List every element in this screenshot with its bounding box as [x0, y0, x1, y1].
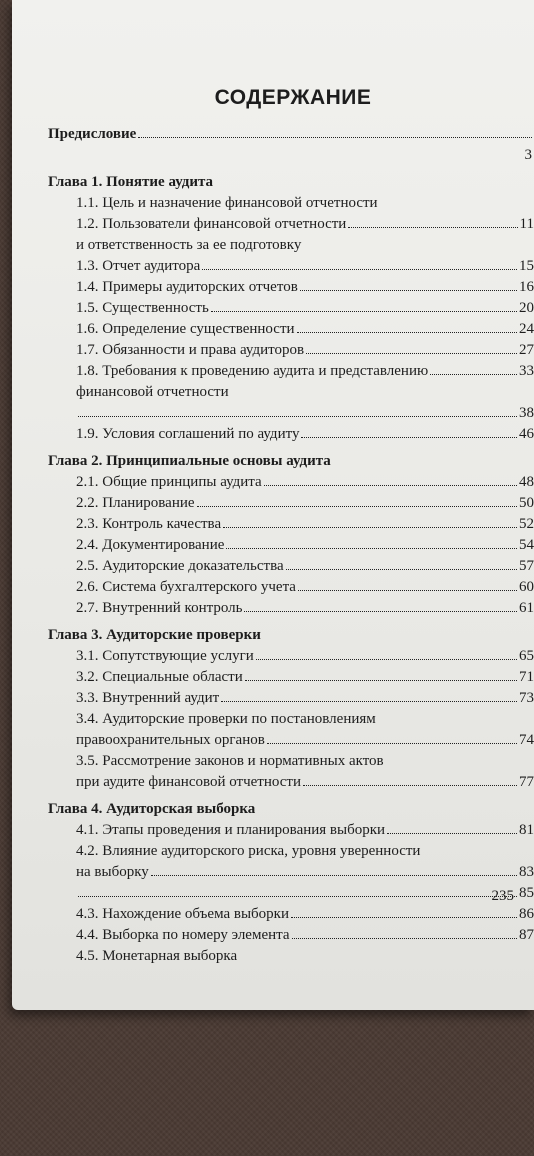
- toc-entry: [48, 340, 534, 361]
- entry-page: 20: [519, 300, 534, 316]
- entry-title: 1.3. Отчет аудитора: [76, 258, 201, 274]
- entry-page: 54: [519, 537, 534, 553]
- entry-page: 48: [519, 474, 534, 490]
- toc-title: СОДЕРЖАНИЕ: [214, 86, 372, 109]
- dot-leader: [348, 227, 517, 228]
- entry-title: 3.2. Специальные области: [76, 669, 243, 685]
- dot-leader: [264, 485, 517, 486]
- toc-entry: [48, 598, 534, 619]
- entry-page: 24: [519, 321, 534, 337]
- entry-title: 2.2. Планирование: [76, 495, 195, 511]
- entry-title: 1.1. Цель и назначение финансовой отчетности: [76, 195, 378, 211]
- entry-title: 2.3. Контроль качества: [76, 516, 222, 532]
- toc-entry: [48, 319, 534, 340]
- toc-entry: [48, 361, 534, 382]
- dot-leader: [306, 353, 517, 354]
- toc-entry: [48, 403, 534, 424]
- chapters-list: [48, 166, 534, 967]
- toc-entry: [48, 667, 534, 688]
- entry-title: на выборку: [76, 864, 149, 880]
- chapter-heading: Глава 1. Понятие аудита: [48, 174, 214, 190]
- entry-title: 1.9. Условия соглашений по аудиту: [76, 426, 300, 442]
- dot-leader: [151, 875, 517, 876]
- entry-page: 57: [519, 558, 534, 574]
- dot-leader: [202, 269, 517, 270]
- entry-page: 38: [519, 405, 534, 421]
- entry-title: при аудите финансовой отчетности: [76, 774, 302, 790]
- entry-title: 1.7. Обязанности и права аудиторов: [76, 342, 305, 358]
- book-page: [12, 0, 534, 1010]
- entry-page: 33: [519, 363, 534, 379]
- entry-title: 4.1. Этапы проведения и планирования выборки: [76, 822, 386, 838]
- entry-title: 1.2. Пользователи финансовой отчетности: [76, 216, 347, 232]
- entry-page: 83: [519, 864, 534, 880]
- entry-title: 1.4. Примеры аудиторских отчетов: [76, 279, 298, 295]
- preface-page-number: 3: [524, 147, 532, 163]
- entry-title: 1.6. Определение существенности: [76, 321, 295, 337]
- toc-entry: [48, 382, 534, 403]
- entry-page: 71: [519, 669, 534, 685]
- dot-leader: [297, 332, 517, 333]
- entry-title: и ответственность за ее подготовку: [76, 237, 302, 253]
- toc-preface-page: [48, 145, 534, 166]
- toc-entry: [48, 298, 534, 319]
- entry-title: 2.6. Система бухгалтерского учета: [76, 579, 296, 595]
- entry-page: 15: [519, 258, 534, 274]
- toc-entry: [48, 493, 534, 514]
- dot-leader: [267, 743, 517, 744]
- preface-label: Предисловие: [48, 126, 137, 142]
- entry-title: 1.5. Существенность: [76, 300, 209, 316]
- dot-leader: [211, 311, 517, 312]
- entry-page: 52: [519, 516, 534, 532]
- dot-leader: [221, 701, 517, 702]
- toc-preface: [48, 124, 534, 145]
- entry-title: финансовой отчетности: [76, 384, 229, 400]
- toc-entry: [48, 277, 534, 298]
- toc-entry: [48, 535, 534, 556]
- entry-page: 50: [519, 495, 534, 511]
- entry-page: 61: [519, 600, 534, 616]
- toc-entry: [48, 235, 534, 256]
- dot-leader: [256, 659, 517, 660]
- entry-title: 3.3. Внутренний аудит: [76, 690, 220, 706]
- toc-entry: [48, 709, 534, 730]
- chapter-heading: Глава 2. Принципиальные основы аудита: [48, 453, 331, 469]
- toc-entry: [48, 820, 534, 841]
- dot-leader: [430, 374, 517, 375]
- entry-page: 73: [519, 690, 534, 706]
- chapter-heading: Глава 4. Аудиторская выборка: [48, 801, 256, 817]
- entry-page: 74: [519, 732, 534, 748]
- dot-leader: [244, 611, 517, 612]
- page-number: 235: [491, 888, 514, 904]
- toc-entry: [48, 862, 534, 883]
- entry-title: 4.4. Выборка по номеру элемента: [76, 927, 290, 943]
- dot-leader: [286, 569, 517, 570]
- dot-leader: [223, 527, 517, 528]
- dot-leader: [197, 506, 517, 507]
- dot-leader: [300, 290, 517, 291]
- dot-leader: [226, 548, 517, 549]
- entry-title: 1.8. Требования к проведению аудита и представлению: [76, 363, 429, 379]
- toc-entry: [48, 472, 534, 493]
- entry-title: 2.4. Документирование: [76, 537, 225, 553]
- toc-entry: [48, 925, 534, 946]
- entry-page: 85: [519, 885, 534, 901]
- entry-page: 86: [519, 906, 534, 922]
- entry-page: 11: [519, 216, 534, 232]
- dot-leader: [303, 785, 517, 786]
- entry-page: 87: [519, 927, 534, 943]
- toc-entry: [48, 646, 534, 667]
- toc-entry: [48, 904, 534, 925]
- toc-entry: [48, 883, 534, 904]
- entry-title: 2.1. Общие принципы аудита: [76, 474, 262, 490]
- entry-title: правоохранительных органов: [76, 732, 265, 748]
- entry-page: 77: [519, 774, 534, 790]
- toc-entry: [48, 841, 534, 862]
- entry-page: 65: [519, 648, 534, 664]
- entry-title: 2.5. Аудиторские доказательства: [76, 558, 284, 574]
- toc-entry: [48, 193, 534, 214]
- dot-leader: [298, 590, 517, 591]
- toc-entry: [48, 577, 534, 598]
- dot-leader: [78, 416, 517, 417]
- dot-leader: [387, 833, 517, 834]
- toc-entry: [48, 256, 534, 277]
- entry-title: 3.1. Сопутствующие услуги: [76, 648, 254, 664]
- dot-leader: [138, 137, 532, 138]
- entry-page: 27: [519, 342, 534, 358]
- entry-page: 60: [519, 579, 534, 595]
- entry-page: 46: [519, 426, 534, 442]
- entry-title: 2.7. Внутренний контроль: [76, 600, 243, 616]
- entry-page: 81: [519, 822, 534, 838]
- entry-title: 3.5. Рассмотрение законов и нормативных актов: [76, 753, 384, 769]
- dot-leader: [291, 917, 517, 918]
- dot-leader: [245, 680, 517, 681]
- table-of-contents: [48, 124, 534, 967]
- dot-leader: [292, 938, 517, 939]
- toc-entry: [48, 424, 534, 445]
- toc-entry: [48, 751, 534, 772]
- entry-title: 3.4. Аудиторские проверки по постановлениям: [76, 711, 376, 727]
- entry-title: 4.2. Влияние аудиторского риска, уровня уверенности: [76, 843, 421, 859]
- toc-entry: [48, 214, 534, 235]
- dot-leader: [78, 896, 517, 897]
- toc-entry: [48, 556, 534, 577]
- dot-leader: [301, 437, 517, 438]
- toc-entry: [48, 946, 534, 967]
- toc-entry: [48, 772, 534, 793]
- toc-entry: [48, 730, 534, 751]
- toc-entry: [48, 514, 534, 535]
- entry-title: 4.3. Нахождение объема выборки: [76, 906, 289, 922]
- chapter-heading: Глава 3. Аудиторские проверки: [48, 627, 261, 643]
- toc-entry: [48, 688, 534, 709]
- entry-page: 16: [519, 279, 534, 295]
- entry-title: 4.5. Монетарная выборка: [76, 948, 238, 964]
